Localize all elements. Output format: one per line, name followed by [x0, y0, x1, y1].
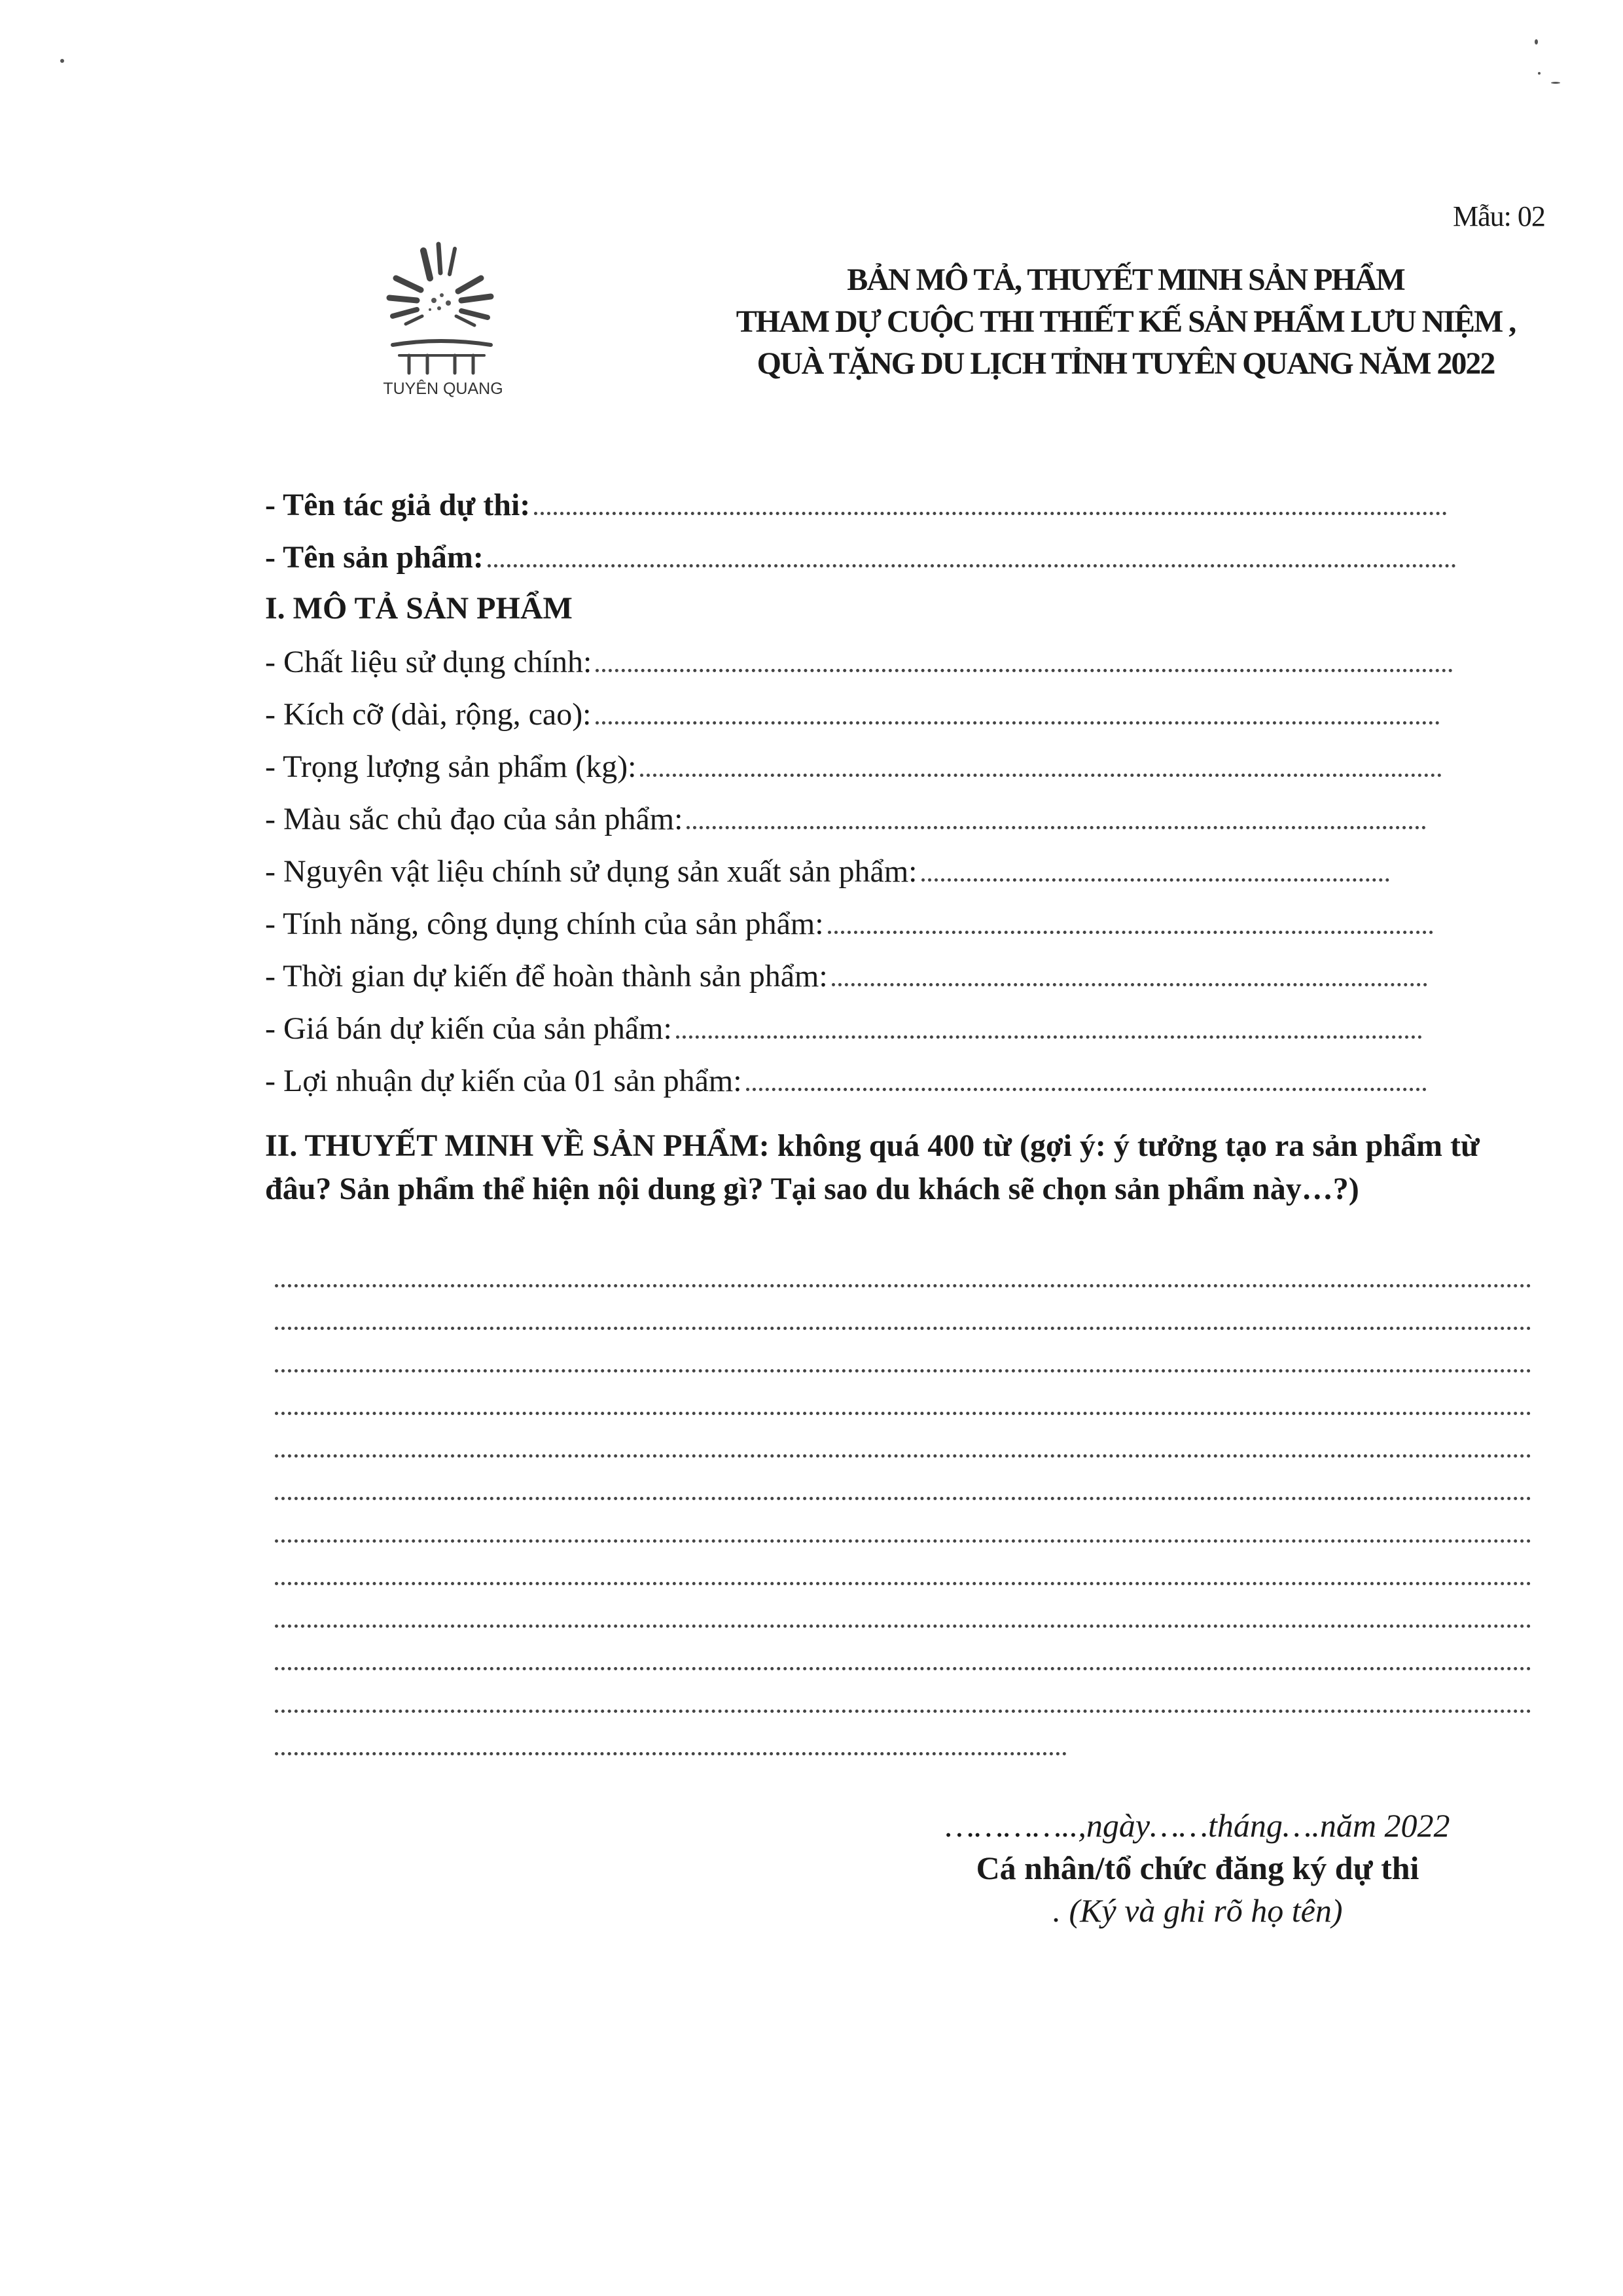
description-line[interactable]	[275, 1539, 1531, 1543]
field-item[interactable]	[265, 747, 1548, 787]
title-line: THAM DỰ CUỘC THI THIẾT KẾ SẢN PHẨM LƯU NIỆM ,	[736, 304, 1516, 339]
field-item[interactable]	[265, 695, 1548, 734]
description-line[interactable]	[275, 1752, 1067, 1755]
product-name-label: - Tên sản phẩm:	[265, 540, 484, 575]
product-name-field[interactable]	[265, 538, 1548, 577]
field-item[interactable]	[265, 800, 1548, 839]
description-line[interactable]	[275, 1624, 1531, 1628]
description-line[interactable]	[275, 1582, 1531, 1585]
field-label: - Chất liệu sử dụng chính:	[265, 645, 592, 679]
description-line[interactable]	[275, 1497, 1531, 1500]
signature-date: …………..,ngày……tháng….năm 2022	[945, 1807, 1450, 1844]
field-label: - Giá bán dự kiến của sản phẩm:	[265, 1011, 672, 1046]
signature-title: Cá nhân/tổ chức đăng ký dự thi	[976, 1850, 1419, 1886]
description-line[interactable]	[275, 1667, 1531, 1670]
field-blank[interactable]	[746, 1088, 1427, 1091]
title-line: BẢN MÔ TẢ, THUYẾT MINH SẢN PHẨM	[847, 262, 1404, 297]
field-blank[interactable]	[832, 983, 1427, 986]
description-line[interactable]	[275, 1412, 1531, 1415]
field-label: - Lợi nhuận dự kiến của 01 sản phẩm:	[265, 1064, 742, 1098]
field-item[interactable]	[265, 643, 1548, 682]
field-blank[interactable]	[687, 826, 1426, 829]
field-item[interactable]	[265, 852, 1548, 891]
form-code: Mẫu: 02	[1453, 200, 1545, 232]
field-label: - Kích cỡ (dài, rộng, cao):	[265, 697, 592, 732]
signature-note: . (Ký và ghi rõ họ tên)	[1052, 1892, 1343, 1929]
field-label: - Trọng lượng sản phẩm (kg):	[265, 749, 637, 784]
author-label: - Tên tác giả dự thi:	[265, 488, 531, 522]
author-field[interactable]	[265, 486, 1548, 525]
field-blank[interactable]	[828, 931, 1433, 934]
field-item[interactable]	[265, 1009, 1548, 1049]
description-line[interactable]	[275, 1710, 1531, 1713]
field-label: - Nguyên vật liệu chính sử dụng sản xuất sản phẩm:	[265, 854, 918, 889]
field-blank[interactable]	[676, 1035, 1422, 1039]
document-title	[681, 259, 1571, 385]
description-line[interactable]	[275, 1327, 1531, 1330]
title-line: QUÀ TẶNG DU LỊCH TỈNH TUYÊN QUANG NĂM 2022	[757, 346, 1495, 381]
field-blank[interactable]	[921, 878, 1389, 882]
author-blank[interactable]	[534, 512, 1447, 515]
field-item[interactable]	[265, 957, 1548, 996]
field-label: - Màu sắc chủ đạo của sản phẩm:	[265, 802, 683, 836]
field-label: - Thời gian dự kiến để hoàn thành sản phẩm:	[265, 959, 828, 994]
section-1-heading: I. MÔ TẢ SẢN PHẨM	[265, 591, 573, 626]
field-item[interactable]	[265, 1062, 1548, 1101]
description-line[interactable]	[275, 1454, 1531, 1458]
field-blank[interactable]	[596, 669, 1453, 672]
logo-caption: TUYÊN QUANG	[383, 380, 503, 398]
description-line[interactable]	[275, 1369, 1531, 1372]
field-item[interactable]	[265, 905, 1548, 944]
field-blank[interactable]	[640, 774, 1442, 777]
description-line[interactable]	[275, 1284, 1531, 1287]
product-name-blank[interactable]	[488, 564, 1456, 567]
field-label: - Tính năng, công dụng chính của sản phẩm:	[265, 906, 824, 941]
section-2-heading: II. THUYẾT MINH VỀ SẢN PHẨM: không quá 400 từ (gợi ý: ý tưởng tạo ra sản phẩm từ đâu? Sản phẩm thể hiện nội dung gì? Tại sao du khách sẽ chọn sản phẩm này…?)	[265, 1128, 1480, 1206]
field-blank[interactable]	[596, 721, 1440, 725]
